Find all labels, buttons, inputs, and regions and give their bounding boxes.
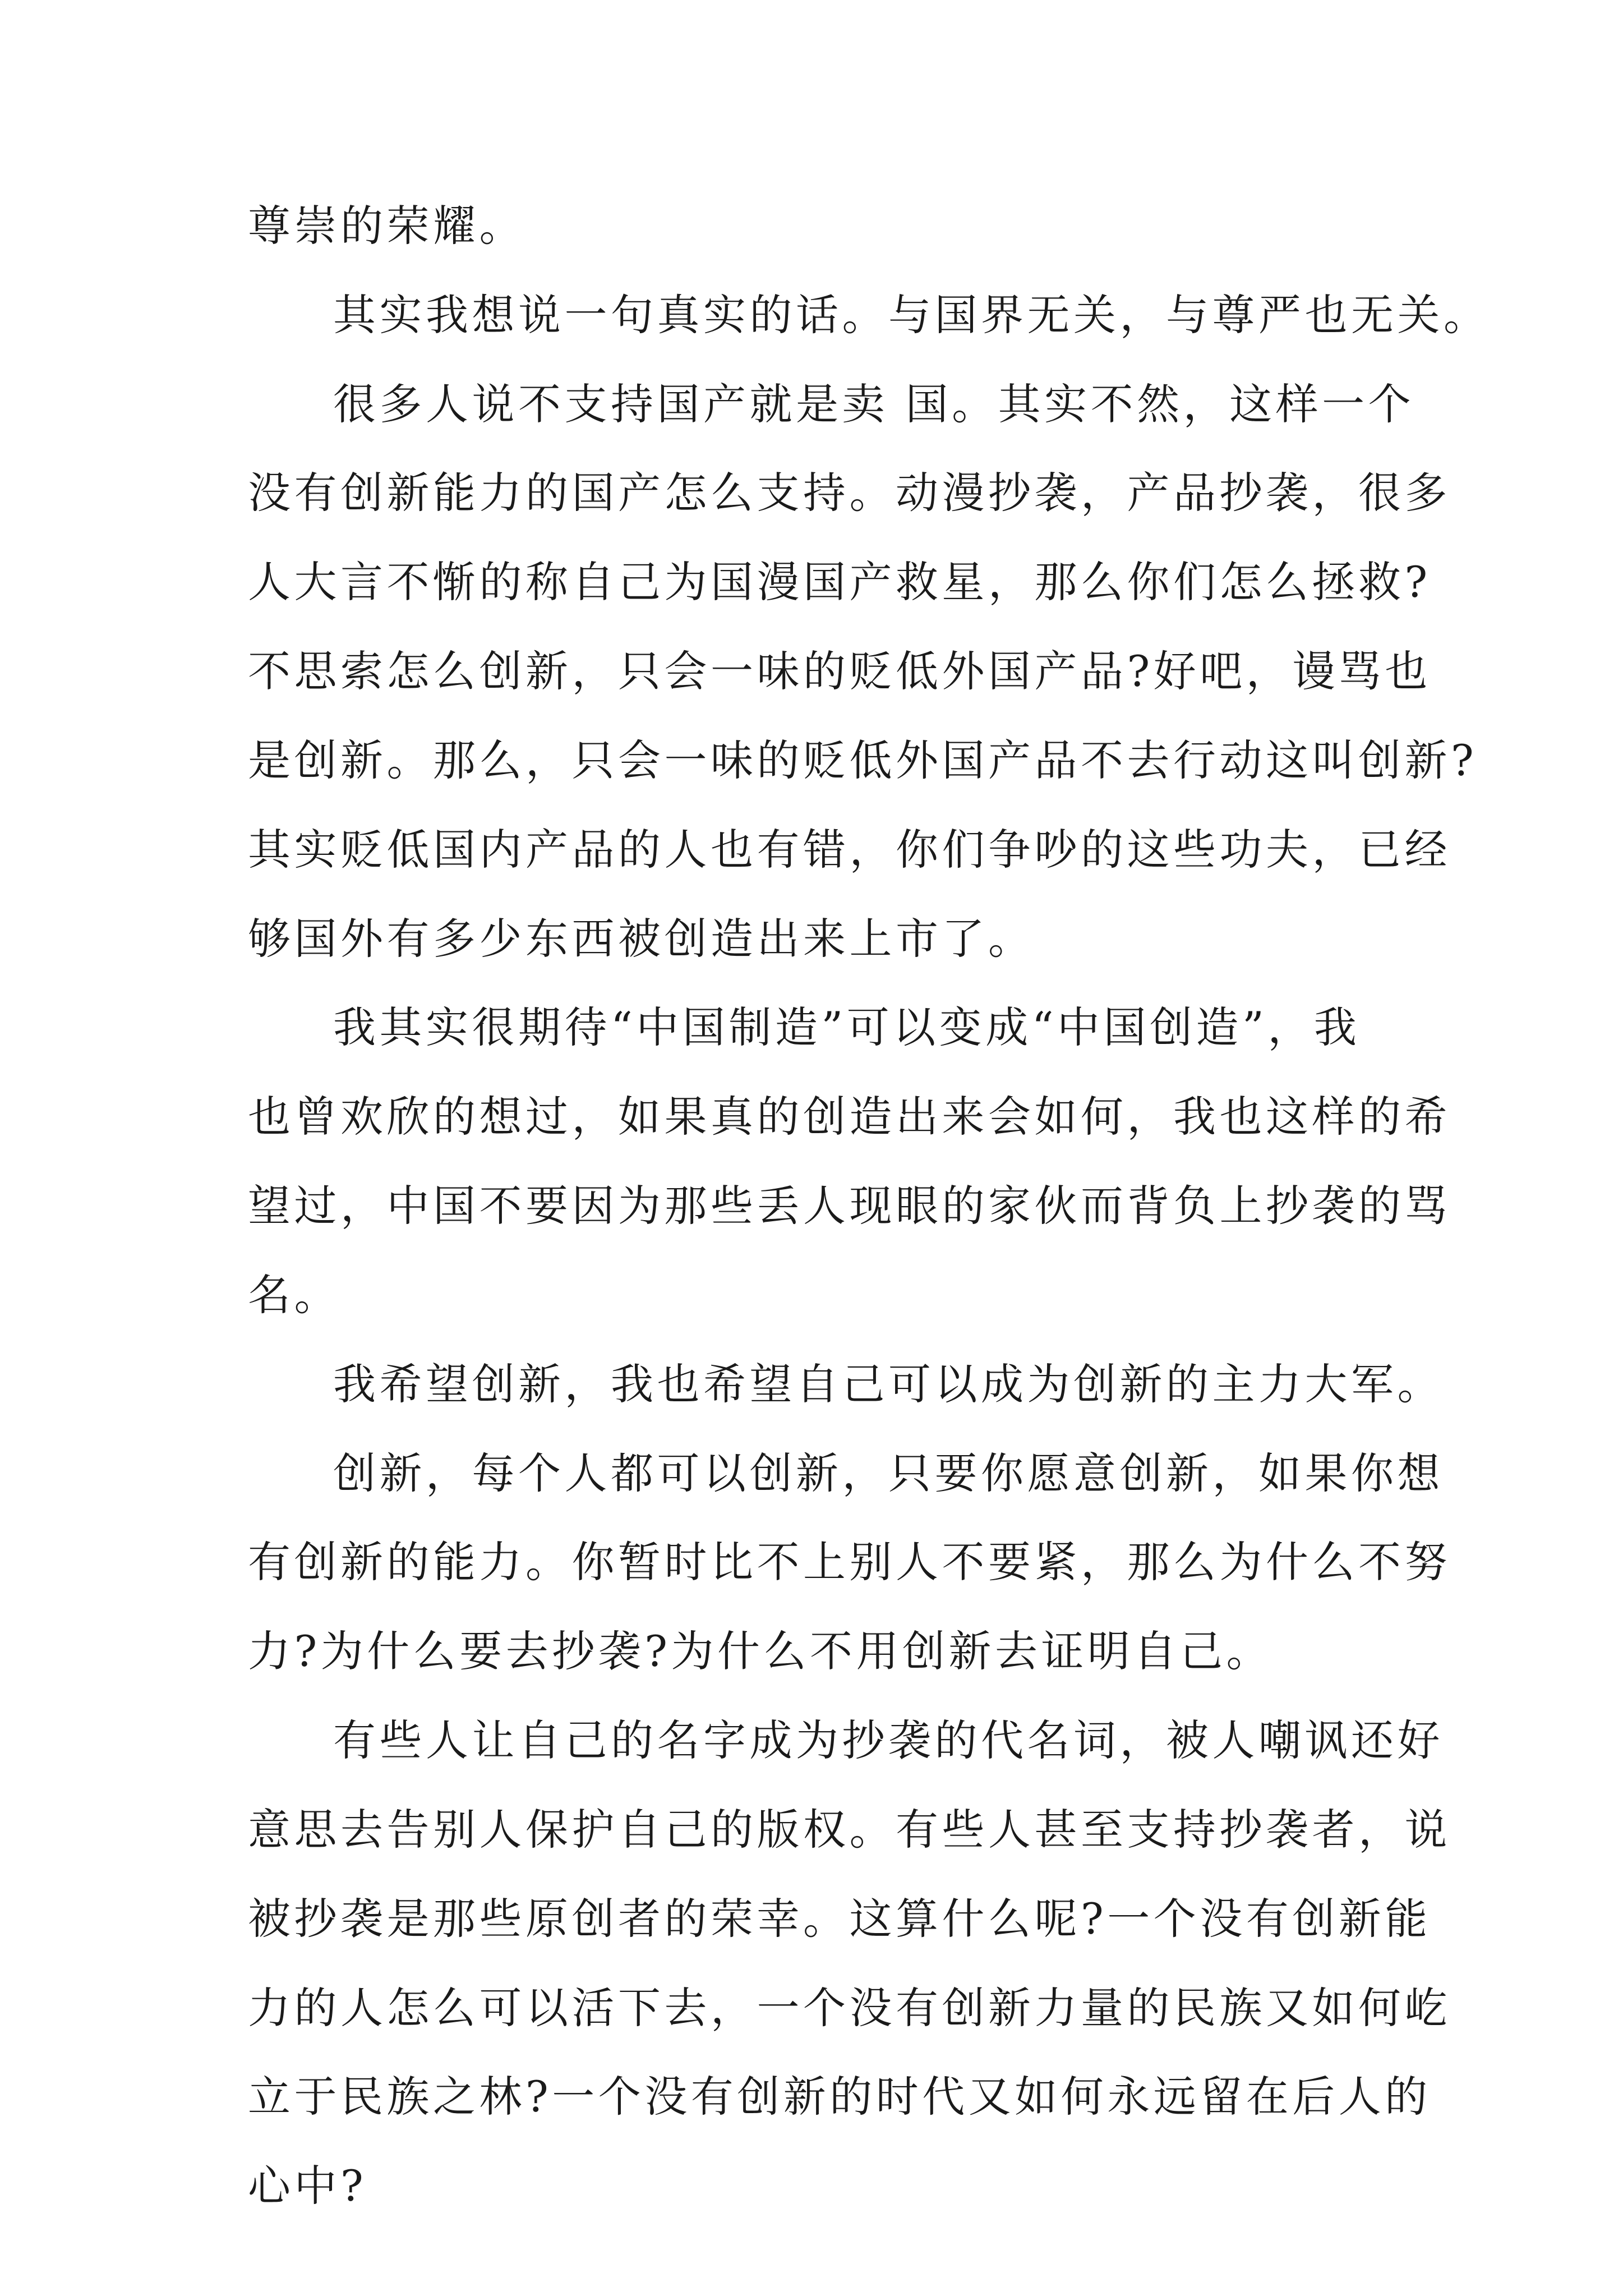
text-line: 立于民族之林?一个没有创新的时代又如何永远留在后人的 (248, 2072, 1431, 2122)
text-line: 够国外有多少东西被创造出来上市了。 (248, 914, 1035, 964)
text-line: 名。 (248, 1270, 340, 1320)
text-line: 望过，中国不要因为那些丢人现眼的家伙而背负上抄袭的骂 (248, 1181, 1451, 1231)
text-line: 我其实很期待“中国制造”可以变成“中国创造”，我 (333, 1002, 1361, 1052)
text-line: 创新，每个人都可以创新，只要你愿意创新，如果你想 (333, 1448, 1444, 1498)
text-line: 其实贬低国内产品的人也有错，你们争吵的这些功夫，已经 (248, 825, 1451, 875)
text-line: 有些人让自己的名字成为抄袭的代名词，被人嘲讽还好 (333, 1715, 1444, 1765)
text-line: 意思去告别人保护自己的版权。有些人甚至支持抄袭者，说 (248, 1805, 1451, 1855)
text-line: 心中? (248, 2161, 367, 2211)
text-line: 力的人怎么可以活下去，一个没有创新力量的民族又如何屹 (248, 1983, 1451, 2033)
text-line: 没有创新能力的国产怎么支持。动漫抄袭，产品抄袭，很多 (248, 468, 1451, 518)
text-line: 尊崇的荣耀。 (248, 201, 525, 251)
text-line: 我希望创新，我也希望自己可以成为创新的主力大军。 (333, 1359, 1444, 1409)
text-line: 很多人说不支持国产就是卖 国。其实不然，这样一个 (333, 379, 1415, 429)
text-line: 也曾欢欣的想过，如果真的创造出来会如何，我也这样的希 (248, 1092, 1451, 1142)
text-line: 是创新。那么，只会一味的贬低外国产品不去行动这叫创新? (248, 735, 1478, 785)
text-line: 有创新的能力。你暂时比不上别人不要紧，那么为什么不努 (248, 1537, 1451, 1587)
text-line: 被抄袭是那些原创者的荣幸。这算什么呢?一个没有创新能 (248, 1894, 1431, 1944)
text-line: 力?为什么要去抄袭?为什么不用创新去证明自己。 (248, 1626, 1272, 1676)
text-line: 人大言不惭的称自己为国漫国产救星，那么你们怎么拯救? (248, 557, 1431, 607)
text-line: 其实我想说一句真实的话。与国界无关，与尊严也无关。 (333, 290, 1490, 340)
text-line: 不思索怎么创新，只会一味的贬低外国产品?好吧，谩骂也 (248, 646, 1431, 696)
